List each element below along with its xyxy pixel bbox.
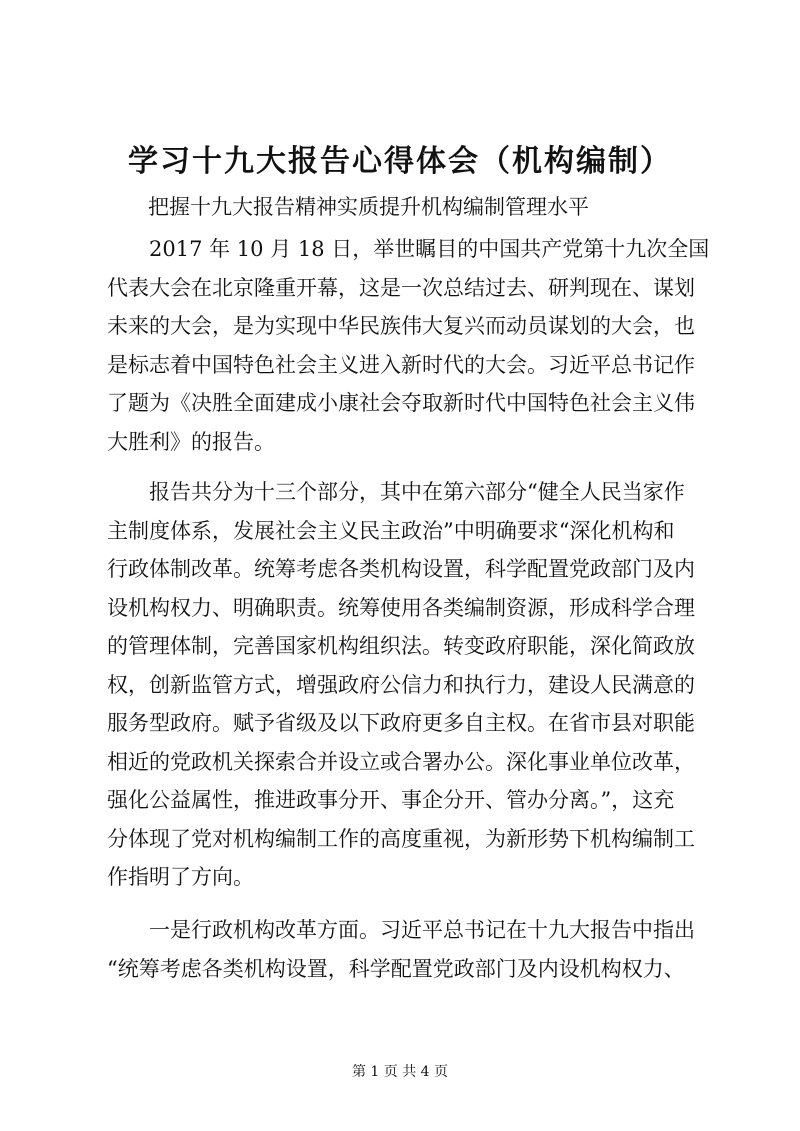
paragraph-line: 分体现了党对机构编制工作的高度重视，为新形势下机构编制工 <box>107 826 695 851</box>
paragraph-line: 报告共分为十三个部分，其中在第六部分“健全人民当家作 <box>149 480 685 504</box>
paragraph-line: 的管理体制，完善国家机构组织法。转变政府职能，深化简政放 <box>107 634 695 658</box>
paragraph-line: 了题为《决胜全面建成小康社会夺取新时代中国特色社会主义伟 <box>107 391 695 415</box>
document-title: 学习十九大报告心得体会（机构编制） <box>128 144 672 179</box>
paragraph-line: 相近的党政机关探索合并设立或合署办公。深化事业单位改革， <box>107 749 695 774</box>
paragraph-line: 是标志着中国特色社会主义进入新时代的大会。习近平总书记作 <box>107 352 695 377</box>
paragraph-3 <box>107 911 707 988</box>
paragraph-line: 2017 年 10 月 18 日，举世瞩目的中国共产党第十九次全国 <box>149 237 710 261</box>
paragraph-line: 作指明了方向。 <box>107 865 254 889</box>
paragraph-1 <box>107 230 710 461</box>
paragraph-line: 一是行政机构改革方面。习近平总书记在十九大报告中指出 <box>149 918 695 942</box>
paragraph-line: 大胜利》的报告。 <box>107 429 275 454</box>
paragraph-line: “统筹考虑各类机构设置，科学配置党政部门及内设机构权力、 <box>107 956 685 981</box>
paragraph-line: 设机构权力、明确职责。统筹使用各类编制资源，形成科学合理 <box>107 595 695 620</box>
paragraph-line: 权，创新监管方式，增强政府公信力和执行力，建设人民满意的 <box>107 672 695 697</box>
paragraph-line: 未来的大会，是为实现中华民族伟大复兴而动员谋划的大会，也 <box>107 314 695 338</box>
paragraph-line: 服务型政府。赋予省级及以下政府更多自主权。在省市县对职能 <box>107 711 695 735</box>
paragraph-line: 主制度体系，发展社会主义民主政治”中明确要求“深化机构和 <box>107 518 675 543</box>
paragraph-2 <box>107 473 707 897</box>
paragraph-line: 代表大会在北京隆重开幕，这是一次总结过去、研判现在、谋划 <box>107 275 695 300</box>
document-subtitle: 把握十九大报告精神实质提升机构编制管理水平 <box>148 195 589 219</box>
page-number-footer: 第 1 页 共 4 页 <box>351 1064 449 1080</box>
paragraph-line: 强化公益属性，推进政事分开、事企分开、管办分离。”，这充 <box>107 788 675 812</box>
paragraph-line: 行政体制改革。统筹考虑各类机构设置，科学配置党政部门及内 <box>107 557 695 581</box>
